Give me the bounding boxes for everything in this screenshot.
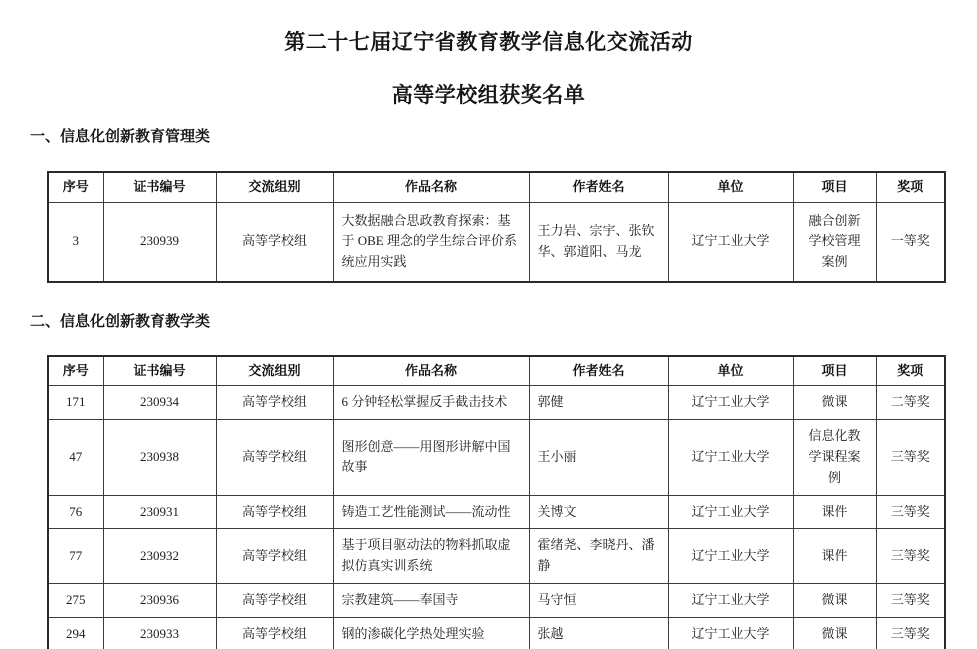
column-header: 作品名称 <box>333 356 529 386</box>
column-header: 项目 <box>793 172 876 202</box>
table-cell: 230934 <box>103 386 216 420</box>
table-cell: 230939 <box>103 202 216 282</box>
table-cell: 辽宁工业大学 <box>668 420 793 495</box>
table-cell: 230931 <box>103 495 216 529</box>
header-row <box>48 356 945 386</box>
table-cell: 230936 <box>103 583 216 617</box>
table-cell: 230933 <box>103 617 216 649</box>
table-cell: 辽宁工业大学 <box>668 529 793 584</box>
column-header: 交流组别 <box>216 356 333 386</box>
table-cell: 张越 <box>529 617 668 649</box>
header-row <box>48 172 945 202</box>
column-header: 奖项 <box>876 172 945 202</box>
column-header: 序号 <box>48 172 103 202</box>
table-cell: 马守恒 <box>529 583 668 617</box>
table-cell: 294 <box>48 617 103 649</box>
table-cell: 融合创新学校管理案例 <box>793 202 876 282</box>
table-cell: 3 <box>48 202 103 282</box>
table-cell: 宗教建筑——奉国寺 <box>333 583 529 617</box>
table-cell: 一等奖 <box>876 202 945 282</box>
table-cell: 王力岩、宗宇、张钦华、郭道阳、马龙 <box>529 202 668 282</box>
section-heading-management: 一、信息化创新教育管理类 <box>30 128 211 145</box>
table-cell: 钢的渗碳化学热处理实验 <box>333 617 529 649</box>
table-cell: 高等学校组 <box>216 529 333 584</box>
table-cell: 微课 <box>793 583 876 617</box>
document-title: 第二十七届辽宁省教育教学信息化交流活动 <box>284 31 693 54</box>
section-heading-teaching: 二、信息化创新教育教学类 <box>30 312 211 330</box>
table-cell: 辽宁工业大学 <box>668 583 793 617</box>
table-cell: 辽宁工业大学 <box>668 202 793 282</box>
table-cell: 大数据融合思政教育探索：基于 OBE 理念的学生综合评价系统应用实践 <box>333 202 529 282</box>
table-row <box>48 202 945 282</box>
column-header: 单位 <box>668 356 793 386</box>
table-cell: 76 <box>48 495 103 529</box>
table-cell: 230938 <box>103 420 216 495</box>
table-cell: 高等学校组 <box>216 386 333 420</box>
table-cell: 三等奖 <box>876 420 945 495</box>
table-row <box>48 386 945 420</box>
column-header: 项目 <box>793 356 876 386</box>
column-header: 作者姓名 <box>529 356 668 386</box>
table-cell: 微课 <box>793 386 876 420</box>
column-header: 单位 <box>668 172 793 202</box>
award-table-teaching <box>47 355 946 649</box>
table-cell: 辽宁工业大学 <box>668 495 793 529</box>
table-cell: 辽宁工业大学 <box>668 386 793 420</box>
column-header: 证书编号 <box>103 356 216 386</box>
table-cell: 霍绪尧、李晓丹、潘静 <box>529 529 668 584</box>
table-cell: 课件 <box>793 495 876 529</box>
table-cell: 高等学校组 <box>216 202 333 282</box>
table-row <box>48 495 945 529</box>
table-cell: 230932 <box>103 529 216 584</box>
table-cell: 王小丽 <box>529 420 668 495</box>
table-row <box>48 420 945 495</box>
table-cell: 三等奖 <box>876 617 945 649</box>
table-cell: 77 <box>48 529 103 584</box>
table-cell: 二等奖 <box>876 386 945 420</box>
column-header: 交流组别 <box>216 172 333 202</box>
column-header: 证书编号 <box>103 172 216 202</box>
table-row <box>48 529 945 584</box>
column-header: 作者姓名 <box>529 172 668 202</box>
award-table-management-wrap <box>47 171 977 283</box>
table-cell: 高等学校组 <box>216 617 333 649</box>
table-cell: 图形创意——用图形讲解中国故事 <box>333 420 529 495</box>
table-header-row <box>48 356 945 386</box>
table-body <box>48 202 945 282</box>
table-cell: 高等学校组 <box>216 420 333 495</box>
document-subtitle: 高等学校组获奖名单 <box>391 84 586 107</box>
table-body <box>48 386 945 649</box>
award-table-teaching-wrap <box>47 355 977 649</box>
table-row <box>48 583 945 617</box>
table-cell: 信息化教学课程案例 <box>793 420 876 495</box>
table-cell: 三等奖 <box>876 529 945 584</box>
table-cell: 铸造工艺性能测试——流动性 <box>333 495 529 529</box>
table-cell: 高等学校组 <box>216 583 333 617</box>
table-cell: 47 <box>48 420 103 495</box>
table-cell: 郭健 <box>529 386 668 420</box>
column-header: 奖项 <box>876 356 945 386</box>
table-cell: 6 分钟轻松掌握反手截击技术 <box>333 386 529 420</box>
table-cell: 辽宁工业大学 <box>668 617 793 649</box>
table-cell: 关博文 <box>529 495 668 529</box>
table-cell: 微课 <box>793 617 876 649</box>
table-cell: 275 <box>48 583 103 617</box>
table-cell: 课件 <box>793 529 876 584</box>
column-header: 序号 <box>48 356 103 386</box>
column-header: 作品名称 <box>333 172 529 202</box>
table-cell: 三等奖 <box>876 583 945 617</box>
table-cell: 171 <box>48 386 103 420</box>
table-row <box>48 617 945 649</box>
table-header-row <box>48 172 945 202</box>
table-cell: 基于项目驱动法的物料抓取虚拟仿真实训系统 <box>333 529 529 584</box>
table-cell: 高等学校组 <box>216 495 333 529</box>
award-table-management <box>47 171 946 283</box>
table-cell: 三等奖 <box>876 495 945 529</box>
